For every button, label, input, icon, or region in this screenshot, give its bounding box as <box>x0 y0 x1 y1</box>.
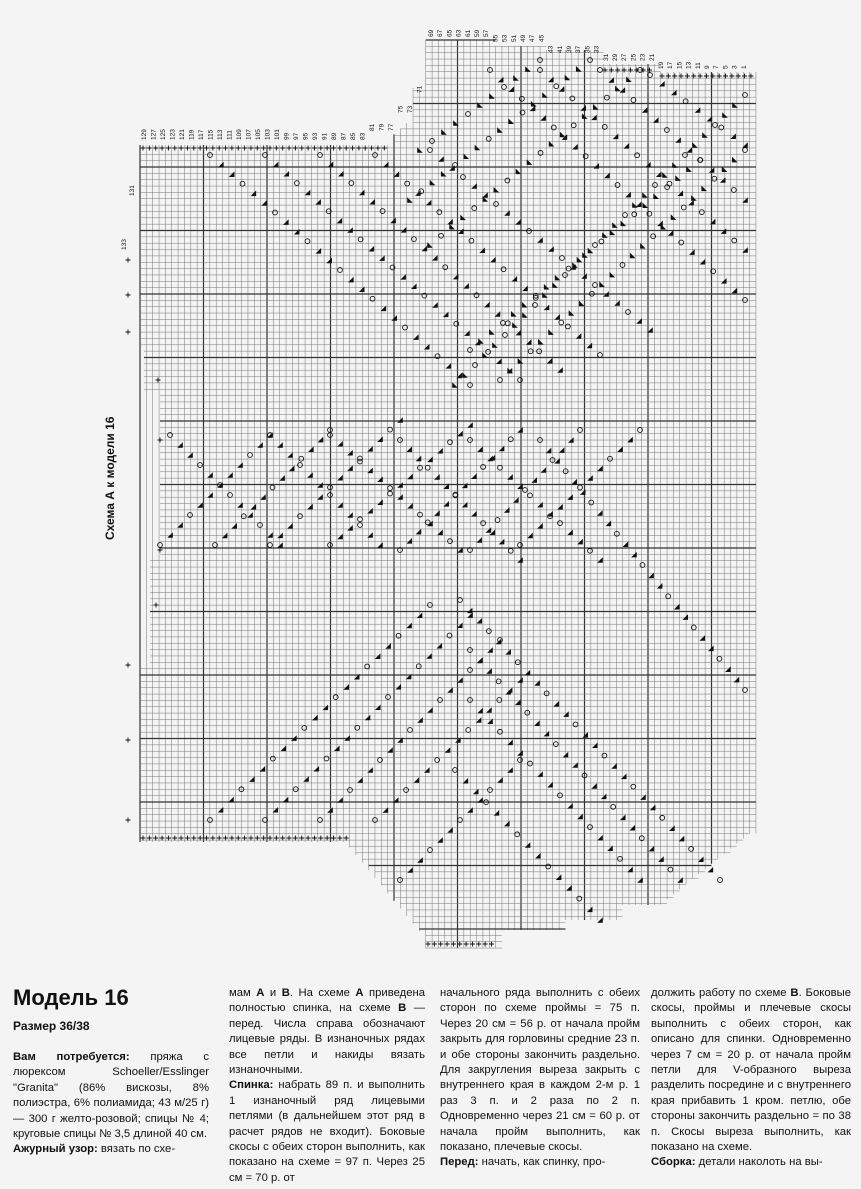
row-number-label: 25 <box>630 53 638 61</box>
back-heading: Спинка: <box>229 1079 274 1092</box>
charts-paragraph: мам А и В. На схеме А приведена полностью спинка, на схеме В — перед. Числа справа обозначают лицевые ряды. В изнаночных рядах все петли и накиды вязать изнаночными. <box>229 987 426 1077</box>
row-number-label: 83 <box>359 132 367 140</box>
lace-paragraph: Ажурный узор: вязать по схе- <box>13 1143 176 1156</box>
row-number-label: 115 <box>207 129 215 140</box>
assembly-paragraph: Сборка: детали наколоть на вы- <box>651 1156 823 1169</box>
row-number-label: 99 <box>283 132 291 140</box>
row-number-label: 75 <box>397 105 405 113</box>
row-number-label: 63 <box>455 29 463 37</box>
row-number-label: 73 <box>407 105 414 113</box>
row-number-label: 43 <box>547 45 555 53</box>
row-number-label: 125 <box>160 129 167 140</box>
row-number-label: 97 <box>293 132 300 140</box>
row-number-label: 1 <box>740 65 748 69</box>
model-title: Модель 16 <box>13 985 129 1010</box>
row-number-label: 31 <box>602 53 610 61</box>
row-number-label: 133 <box>121 239 128 250</box>
materials-paragraph: Вам потребуется: пряжа с люрексом Schoeller/Esslinger "Granita" (86% вискозы, 8% полиэстра, 6% полиамида; 43 м/25 г) — 300 г желто-розовой; спицы № 4; круговые спицы № 3,5 длиной 40 см. <box>13 1051 209 1141</box>
edge-stitch-symbol <box>126 258 131 263</box>
row-number-label: 49 <box>520 34 527 42</box>
assembly-heading: Сборка: <box>651 1156 696 1169</box>
row-number-label: 65 <box>446 29 454 37</box>
row-number-label: 61 <box>464 29 472 37</box>
row-number-label: 3 <box>731 65 739 69</box>
front-heading: Перед: <box>440 1156 479 1169</box>
edge-stitch-symbol <box>126 293 131 298</box>
row-number-label: 81 <box>369 123 376 131</box>
row-number-label: 11 <box>694 62 702 69</box>
edge-stitch-symbol <box>126 818 131 823</box>
row-number-label: 53 <box>501 34 509 42</box>
front-paragraph: Перед: начать, как спинку, про- <box>440 1156 606 1169</box>
row-number-label: 113 <box>217 129 224 140</box>
row-number-label: 39 <box>566 45 573 53</box>
lace-heading: Ажурный узор: <box>13 1143 98 1156</box>
row-number-label: 9 <box>704 65 711 69</box>
materials-heading: Вам потребуется: <box>13 1051 130 1063</box>
row-number-label: 131 <box>129 185 136 196</box>
row-number-label: 67 <box>437 29 445 37</box>
chart-title: Схема А к модели 16 <box>103 416 117 540</box>
row-number-label: 37 <box>575 45 583 53</box>
front-continued-paragraph: должить работу по схеме В. Боковые скосы, проймы и плечевые скосы выполнить с обеих сторон, как описано для спинки. Одновременно через 7 см = 20 р. от начала пройм петли для V-образного выреза разделить посредине и с внутреннего края прибавить 1 кром. петлю, обе стороны закончить раздельно = по 38 п. Скосы выреза выполнить, как показано на схеме. <box>651 987 852 1154</box>
row-number-label: 5 <box>722 65 730 69</box>
row-number-label: 59 <box>474 29 481 37</box>
model-size: Размер 36/38 <box>13 1019 90 1033</box>
row-number-label: 47 <box>529 34 537 42</box>
row-number-label: 101 <box>274 129 281 140</box>
row-number-label: 21 <box>648 53 656 61</box>
row-number-label: 17 <box>667 61 675 69</box>
row-number-label: 119 <box>188 129 196 140</box>
row-number-label: 91 <box>321 132 329 140</box>
row-number-label: 103 <box>264 129 272 140</box>
row-number-label: 27 <box>621 53 629 61</box>
row-number-label: 85 <box>350 132 357 140</box>
row-number-label: 117 <box>198 129 205 140</box>
row-number-label: 51 <box>510 34 518 42</box>
row-number-label: 55 <box>492 34 500 42</box>
edge-stitch-symbol <box>126 738 131 743</box>
row-number-label: 89 <box>331 132 338 140</box>
row-number-label: 69 <box>428 29 435 37</box>
row-number-label: 15 <box>676 61 684 69</box>
text-column-4 <box>651 986 851 1171</box>
row-number-label: 121 <box>179 129 186 140</box>
text-column-3 <box>440 986 640 1171</box>
row-number-label: 105 <box>255 129 262 140</box>
row-number-label: 79 <box>378 123 386 131</box>
row-number-label: 13 <box>685 61 693 69</box>
row-number-label: 29 <box>612 53 619 61</box>
row-number-label: 23 <box>639 53 647 61</box>
back-paragraph: Спинка: набрать 89 п. и выполнить 1 изнаночный ряд лицевыми петлями (в дальнейшем этот ряд в расчет рядов не входит). Боковые скосы с обеих сторон выполнить, как показано на схеме = 97 п. Через 25 см = 70 р. от <box>229 1079 425 1184</box>
row-number-label: 109 <box>236 129 243 140</box>
row-number-label: 71 <box>416 85 424 93</box>
row-number-label: 111 <box>226 130 234 140</box>
row-number-label: 87 <box>340 132 348 140</box>
row-number-label: 33 <box>593 45 601 53</box>
row-number-label: 123 <box>169 129 177 140</box>
edge-stitch-symbol <box>126 330 131 335</box>
edge-stitch-symbol <box>126 663 131 668</box>
row-number-label: 77 <box>388 123 395 131</box>
row-number-label: 57 <box>483 29 491 37</box>
row-number-label: 41 <box>556 45 564 53</box>
row-number-label: 129 <box>141 129 148 140</box>
text-column-1 <box>13 1050 209 1158</box>
text-column-2 <box>229 986 425 1186</box>
row-number-label: 93 <box>312 132 319 140</box>
row-number-label: 95 <box>302 132 310 140</box>
row-number-label: 45 <box>538 34 546 42</box>
row-number-label: 107 <box>245 129 253 140</box>
armhole-paragraph: начального ряда выполнить с обеих сторон по схеме проймы = 75 п. Через 20 см = 56 р. от начала пройм закрыть для горловины средние 23 п. и обе стороны закончить раздельно. Для закругления выреза закрыть с внутреннего края в каждом 2-м р. 1 раз 3 п. и 2 раза по 2 п. Одновременно через 21 см = 60 р. от начала пройм выполнить, как показано, плечевые скосы. <box>440 987 640 1154</box>
row-number-label: 7 <box>713 65 721 69</box>
row-number-label: 19 <box>658 61 665 69</box>
row-number-label: 35 <box>584 45 592 53</box>
row-number-label: 127 <box>150 129 158 140</box>
